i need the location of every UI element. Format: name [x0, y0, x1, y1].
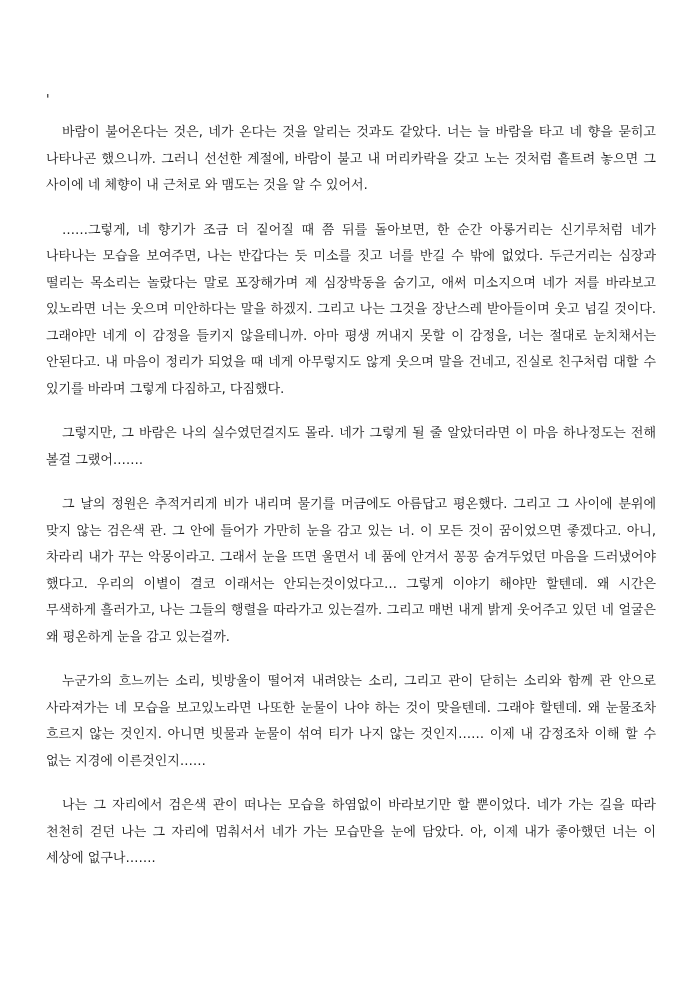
document-page: [46, 90, 656, 891]
leading-mark: ': [46, 93, 50, 108]
paragraph-1: 바람이 불어온다는 것은, 네가 온다는 것을 알리는 것과도 같았다. 너는 늘 바람을 타고 네 향을 묻히고 나타나곤 했으니까. 그러니 선선한 계절에, 바람이 불고 내 머리카락을 갖고 노는 것처럼 흩트려 놓으면 그 사이에 네 체향이 내 근처로 와 맴도는 것을 알 수 있어서.: [46, 125, 656, 193]
paragraph-5: 누군가의 흐느끼는 소리, 빗방울이 떨어져 내려앉는 소리, 그리고 관이 닫히는 소리와 함께 관 안으로 사라져가는 네 모습을 보고있노라면 나또한 눈물이 나야 하는 것이 맞을텐데. 그래야 할텐데. 왜 눈물조차 흐르지 않는 것인지. 아니면 빗물과 눈물이 섞여 티가 나지 않는 것인지…… 이제 내 감정조차 이해 할 수 없는 지경에 이른것인지……: [46, 674, 656, 769]
paragraph-6: 나는 그 자리에서 검은색 관이 떠나는 모습을 하염없이 바라보기만 할 뿐이었다. 네가 가는 길을 따라 천천히 걷던 나는 그 자리에 멈춰서서 네가 가는 모습만을 눈에 담았다. 아, 이제 내가 좋아했던 너는 이 세상에 없구나…….: [46, 798, 656, 866]
paragraph-3: 그렇지만, 그 바람은 나의 실수였던걸지도 몰라. 네가 그렇게 될 줄 알았더라면 이 마음 하나정도는 전해 볼걸 그랬어…….: [46, 426, 656, 468]
paragraph-4: 그 날의 정원은 추적거리게 비가 내리며 물기를 머금에도 아름답고 평온했다. 그리고 그 사이에 분위에 맞지 않는 검은색 관. 그 안에 들어가 가만히 눈을 감고 있는 너. 이 모든 것이 꿈이었으면 좋겠다고. 아니, 차라리 내가 꾸는 악몽이라고. 그래서 눈을 뜨면 울면서 네 품에 안겨서 꽁꽁 숨겨두었던 마음을 드러냈어야 했다고. 우리의 이별이 결코 이래서는 안되는것이었다고… 그렇게 이야기 해야만 할텐데. 왜 시간은 무색하게 흘러가고, 나는 그들의 행렬을 따라가고 있는걸까. 그리고 매번 내게 밝게 웃어주고 있던 네 얼굴은 왜 평온하게 눈을 감고 있는걸까.: [46, 497, 656, 645]
paragraph-2: ……그렇게, 네 향기가 조금 더 짙어질 때 쯤 뒤를 돌아보면, 한 순간 아롱거리는 신기루처럼 네가 나타나는 모습을 보여주면, 나는 반갑다는 듯 미소를 짓고 너를 반길 수 밖에 없었다. 두근거리는 심장과 떨리는 목소리는 놀랐다는 말로 포장해가며 제 심장박동을 숨기고, 애써 미소지으며 네가 저를 바라보고 있노라면 너는 웃으며 미안하다는 말을 하겠지. 그리고 나는 그것을 장난스레 받아들이며 웃고 넘길 것이다. 그래야만 네게 이 감정을 들키지 않을테니까. 아마 평생 꺼내지 못할 이 감정을, 너는 절대로 눈치채서는 안된다고. 내 마음이 정리가 되었을 때 네게 아무렇지도 않게 웃으며 말을 건네고, 진실로 친구처럼 대할 수 있기를 바라며 그렇게 다짐하고, 다짐했다.: [46, 222, 656, 397]
